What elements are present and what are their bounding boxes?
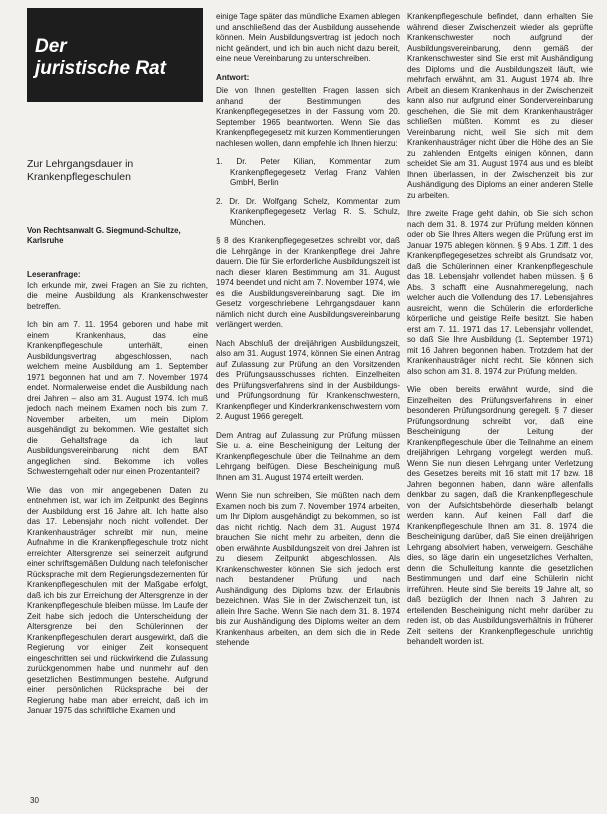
page-number: 30	[30, 796, 39, 805]
column-right	[407, 12, 593, 656]
banner-line-2: juristische Rat	[35, 58, 166, 79]
paragraph: einige Tage später das mündliche Examen ablegen und anschließend das der Ausbildung aussehende können. Mein Ausbildungsvertrag ist jedoch noch nicht geändert, und ich bin auch nicht dazu bereit, eine neue Vereinbarung zu unterschreiben.	[216, 12, 400, 63]
article-title-line-2: Krankenpflegeschulen	[27, 171, 131, 183]
reference-item: 1. Dr. Peter Kilian, Kommentar zum Krankenpflegegesetz Verlag Franz Vahlen GmbH, Berlin	[216, 157, 400, 187]
paragraph: Wie das von mir angegebenen Daten zu entnehmen ist, war ich im Zeitpunkt des Beginns der Ausbildung erst 16 Jahre alt. Ich hatte also das 17. Lebensjahr noch nicht vollendet. Der Krankenhausträger schreibt mir nun, meine Aufnahme in die Krankenpflegeschule trotz nicht erreichter Altersgrenze sei seinerzeit aufgrund einer schriftsgemäßen Duldung nach telefonischer Rücksprache mit dem Regierungsdezernenten für Krankenpflegeschulen mit der Maßgabe erfolgt, daß ich bis zur Erreichung der Altersgrenze in der Krankenpflegeschule bleiben müsse. Im Laufe der Zeit habe sich jedoch die Unterscheidung der Altersgrenze bei den Schülerinnen der Krankenpflegeschulen derart ausgewirkt, daß die Regierung vor einiger Zeit konsequent eingeschritten sei und rückwirkend die Zulassung zurückgenommen habe und nunmehr auf den gesetzlichen Bestimmungen bestehe. Aufgrund einer persönlichen Rücksprache bei der Regierung habe man aber erreicht, daß ich im Januar 1975 das schriftliche Examen und	[27, 485, 208, 715]
paragraph: Wenn Sie nun schreiben, Sie müßten nach dem Examen noch bis zum 7. November 1974 arbeiten, um Ihr Diplom ausgehändigt zu bekommen, so ist das nicht richtig. Nach dem 31. August 1974 brauchen Sie nicht mehr zu arbeiten, denn die oben erwähnte Ausbildungszeit von drei Jahren ist zu diesem Zeitpunkt abgeschlossen. Als Krankenschwester können Sie sich jedoch erst nach bestandener Prüfung und nach Aushändigung des Diploms bzw. der Erlaubnis bezeichnen. Was Sie in der Zwischenzeit tun, ist allein Ihre Sache. Wenn Sie nach dem 31. 8. 1974 bis zur Aushändigung des Diploms weiter an dem Krankenhaus arbeiten, an dem sich die in Rede stehende	[216, 491, 400, 647]
paragraph: Ihre zweite Frage geht dahin, ob Sie sich schon nach dem 31. 8. 1974 zur Prüfung melden können oder ob Sie Ihres Alters wegen die Prüfung erst im Januar 1975 ablegen können. § 9 Abs. 1 Ziff. 1 des Krankenpflegegesetzes schreibt als Grundsatz vor, daß die Schülerinnen einer Krankenpflegeschule das 18. Lebensjahr vollendet haben müssen. § 6 Abs. 3 schafft eine Ausnahmeregelung, nach welcher auch die Vollendung des 17. Lebensjahres ausreicht, wenn die Schülerin die erforderliche körperliche und geistige Reife besitzt. Sie haben erst am 7. 11. 1971 das 17. Lebensjahr vollendet, so daß Sie Ihre Ausbildung (1. September 1971) mit 16 Jahren begonnen haben. Trotzdem hat der Krankenhausträger nicht recht. Sie können sich also schon am 31. 8. 1974 zur Prüfung melden.	[407, 209, 593, 376]
author-byline: Von Rechtsanwalt G. Siegmund-Schultze, Karlsruhe	[27, 226, 181, 245]
banner-line-1: Der	[35, 36, 67, 57]
paragraph: Die von Ihnen gestellten Fragen lassen sich anhand der Bestimmungen des Krankenpflegegesetzes in der Fassung vom 20. September 1965 beantworten. Wenn Sie das Krankenpflegegesetz mit kurzen Kommentierungen nachlesen wollen, dann empfehle ich Ihnen hierzu:	[216, 86, 401, 148]
answer-label: Antwort:	[216, 72, 250, 82]
paragraph: Nach Abschluß der dreijährigen Ausbildungszeit, also am 31. August 1974, können Sie einen Antrag auf Zulassung zur Prüfung an den Vorsitzenden des Prüfungsausschusses richten. Einzelheiten des Prüfungsverfahrens sind in der Ausbildungs- und Prüfungsordnung für Krankenschwestern, Krankenpfleger und Kinderkrankenschwestern vom 2. August 1966 geregelt.	[216, 338, 400, 421]
paragraph: Krankenpflegeschule befindet, dann erhalten Sie während dieser Zwischenzeit wieder als geprüfte Krankenschwester noch aufgrund der Ausbildungsvereinbarung, denn gemäß der Krankenschwester sind Sie erst mit Aushändigung des Diploms und die Ausbildungszeit läuft, wie mehrfach erwähnt, am 31. August 1974 ab. Ihre Arbeit an diesem Krankenhaus in der Zwischenzeit kann also nur aufgrund einer Sondervereinbarung geschehen, die Sie mit dem Krankenhausträger schließen müßten. Kommt es zu dieser Vereinbarung nicht, weil Sie sich mit dem Krankenhausträger nicht über die Höhe des an Sie zu zahlenden Entgelts einigen können, dann scheidet Sie am 31. August 1974 aus und es bleibt Ihnen überlassen, in der Zwischenzeit bis zur Aushändigung des Diploms an einer anderen Stelle zu arbeiten.	[407, 12, 593, 200]
paragraph: Ich bin am 7. 11. 1954 geboren und habe mit einem Krankenhaus, das eine Krankenpflegeschule unterhält, einen Ausbildungsvertrag abgeschlossen, nach welchem meine Ausbildung am 1. September 1971 begonnen hat und am 7. November 1974 endet. Normalerweise endet die Ausbildung nach drei Jahren – also am 31. August 1974. Ich muß jedoch nach meinem Examen noch bis zum 7. November arbeiten, um mein Diplom ausgehändigt zu bekommen. Wie gestaltet sich die Gehaltsfrage da ich laut Ausbildungsvereinbarung nicht dem BAT angeglichen sind. Bekomme ich volles Schwesterngehalt oder nur einen Prozentanteil?	[27, 320, 208, 476]
paragraph: Dem Antrag auf Zulassung zur Prüfung müssen Sie u. a. eine Bescheinigung der Leitung der Krankenpflegeschule über die Teilnahme an dem Lehrgang beifügen. Diese Bescheinigung muß Ihnen am 31. August 1974 erteilt werden.	[216, 430, 400, 482]
article-title	[27, 158, 208, 184]
section-banner	[27, 8, 203, 102]
reader-question-label: Leseranfrage:	[27, 270, 81, 279]
column-middle	[216, 12, 400, 657]
column-left	[27, 8, 208, 725]
paragraph: § 8 des Krankenpflegegesetzes schreibt vor, daß die Lehrgänge in der Krankenpflege drei Jahre dauern. Die für Sie erforderliche Ausbildungszeit ist nach dieser klaren Bestimmung am 31. August 1974 beendet und nicht am 7. November 1974, wie es die Ausbildungsvereinbarung sagt. Die im Gesetz vorgeschriebene Lehrgangsdauer kann nämlich nicht durch eine Ausbildungsvereinbarung verlängert werden.	[216, 236, 400, 329]
article-title-line-1: Zur Lehrgangsdauer in	[27, 158, 134, 170]
reference-item: 2. Dr. Dr. Wolfgang Schelz, Kommentar zum Krankenpflegegesetz Verlag R. S. Schulz, München.	[216, 196, 400, 227]
paragraph: Wie oben bereits erwähnt wurde, sind die Einzelheiten des Prüfungsverfahrens in einer besonderen Prüfungsordnung geregelt. § 7 dieser Prüfungsordnung schreibt vor, daß eine Bescheinigung der Leitung der Krankenpflegeschule über die Teilnahme an einem dreijährigen Lehrgang vorgelegt werden muß. Wenn Sie nun diesen Lehrgang unter Verletzung des Gesetzes bereits mit 16 statt mit 17 bzw. 18 Jahren begonnen haben, dann wäre allenfalls denkbar zu sagen, daß die Krankenpflegeschule von der Aufsichtsbehörde dieserhalb belangt werden kann. Auf keinen Fall darf die Krankenpflegeschule Ihnen am 31. 8. 1974 die Bescheinigung darüber, daß Sie einen dreijährigen Lehrgang absolviert haben, verweigern. Geschähe dies, so läge darin ein ungesetzliches Verhalten, denn die Schulleitung kannte die gesetzlichen Bestimmungen und darf eine Schülerin nicht irreführen. Heute sind Sie bereits 19 Jahre alt, so daß bezüglich der Ihnen nach 3 Jahren zu erteilenden Bescheinigung nicht mehr darüber zu reden ist, ob das Ausbildungsverhältnis in früherer Zeit seitens der Krankenpflegeschule unrichtig behandelt worden ist.	[407, 385, 593, 646]
paragraph: Ich erkunde mir, zwei Fragen an Sie zu richten, die meine Ausbildung als Krankenschwester betreffen.	[27, 280, 208, 311]
